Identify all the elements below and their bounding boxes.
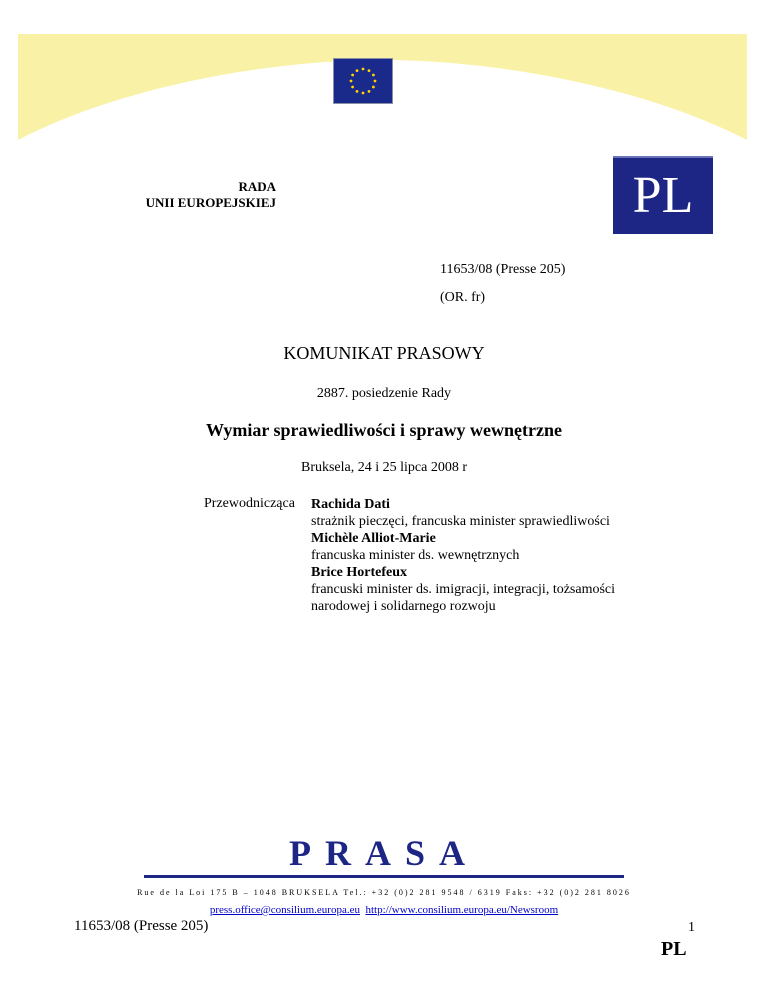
member-role: francuski minister ds. imigracji, integracji, tożsamości (311, 582, 616, 597)
member-role-continued: narodowej i solidarnego rozwoju (311, 599, 496, 614)
council-subject: Wymiar sprawiedliwości i sprawy wewnętrzne (206, 420, 562, 440)
footer-divider (144, 875, 624, 878)
document-number: 11653/08 (Presse 205) (440, 262, 566, 277)
page-title: KOMUNIKAT PRASOWY (283, 343, 485, 363)
member-name: Michèle Alliot-Marie (311, 531, 436, 546)
eu-flag-icon (333, 58, 393, 104)
website-link[interactable]: http://www.consilium.europa.eu/Newsroom (365, 904, 559, 916)
presidency-list (311, 496, 615, 615)
member-name: Brice Hortefeux (311, 565, 408, 580)
session-number: 2887. posiedzenie Rady (316, 386, 452, 401)
council-name-line2: UNII EUROPEJSKIEJ (145, 195, 276, 210)
footer-language: PL (661, 938, 687, 960)
press-title: PRASA (288, 833, 479, 873)
member-name: Rachida Dati (311, 497, 390, 512)
member-role: francuska minister ds. wewnętrznych (311, 548, 520, 563)
contact-links (0, 904, 768, 916)
meeting-date: Bruksela, 24 i 25 lipca 2008 r (300, 460, 468, 475)
eu-stars (334, 59, 392, 103)
language-badge: PL (613, 156, 713, 234)
page-number: 1 (688, 920, 695, 935)
email-link[interactable]: press.office@consilium.europa.eu (209, 904, 360, 916)
presidency-label: Przewodnicząca (204, 496, 295, 511)
member-role: strażnik pieczęci, francuska minister sprawiedliwości (311, 514, 610, 529)
footer-document-ref: 11653/08 (Presse 205) (74, 918, 209, 934)
contact-address: Rue de la Loi 175 B – 1048 BRUKSELA Tel.: +32 (0)2 281 9548 / 6319 Faks: +32 (0)2 281 8026 (137, 888, 631, 897)
council-name-line1: RADA (238, 179, 276, 194)
original-language: (OR. fr) (440, 290, 486, 305)
